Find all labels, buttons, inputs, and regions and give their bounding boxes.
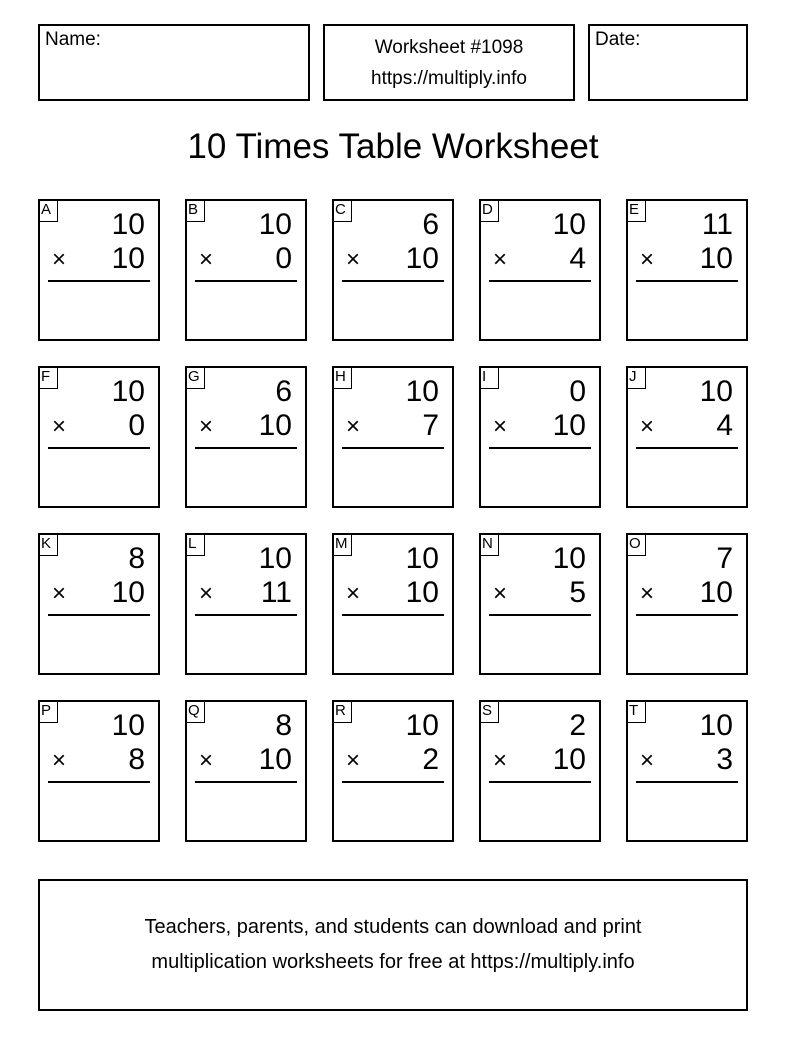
answer-line	[342, 614, 444, 616]
multiplier: 10	[699, 576, 733, 609]
multiplicand: 10	[699, 375, 733, 408]
problem-letter: R	[333, 701, 352, 723]
multiplicand: 8	[128, 542, 145, 575]
multiplier: 5	[569, 576, 586, 609]
answer-line	[342, 280, 444, 282]
problem-card-h[interactable]	[332, 366, 454, 508]
problem-card-a[interactable]	[38, 199, 160, 341]
problem-letter: T	[627, 701, 646, 723]
problem-letter: E	[627, 200, 646, 222]
answer-line	[489, 447, 591, 449]
multiplicand: 10	[111, 208, 145, 241]
name-field-box[interactable]	[38, 24, 310, 101]
answer-line	[342, 781, 444, 783]
multiply-sign: ×	[640, 413, 655, 440]
multiplicand: 7	[716, 542, 733, 575]
multiplier: 8	[128, 743, 145, 776]
answer-line	[636, 781, 738, 783]
multiplier: 7	[422, 409, 439, 442]
answer-line	[342, 447, 444, 449]
multiply-sign: ×	[493, 580, 508, 607]
problem-card-i[interactable]	[479, 366, 601, 508]
answer-line	[48, 280, 150, 282]
multiplier: 11	[260, 576, 292, 609]
answer-line	[636, 614, 738, 616]
multiply-sign: ×	[199, 246, 214, 273]
multiplicand: 6	[422, 208, 439, 241]
answer-line	[489, 280, 591, 282]
answer-line	[48, 447, 150, 449]
multiplicand: 10	[111, 375, 145, 408]
multiplier: 2	[422, 743, 439, 776]
multiplier: 3	[716, 743, 733, 776]
multiply-sign: ×	[199, 413, 214, 440]
problem-card-f[interactable]	[38, 366, 160, 508]
problem-letter: Q	[186, 701, 205, 723]
answer-line	[195, 447, 297, 449]
multiplicand: 6	[275, 375, 292, 408]
date-label: Date:	[595, 29, 641, 50]
multiplicand: 10	[258, 208, 292, 241]
answer-line	[489, 781, 591, 783]
problem-card-t[interactable]	[626, 700, 748, 842]
problem-letter: L	[186, 534, 205, 556]
page-title: 10 Times Table Worksheet	[187, 127, 599, 166]
problem-letter: S	[480, 701, 499, 723]
answer-line	[636, 280, 738, 282]
problem-card-c[interactable]	[332, 199, 454, 341]
multiplicand: 11	[701, 208, 733, 241]
multiplier: 4	[716, 409, 733, 442]
multiply-sign: ×	[493, 246, 508, 273]
multiplier: 4	[569, 242, 586, 275]
problem-letter: K	[39, 534, 58, 556]
problem-letter: J	[627, 367, 646, 389]
multiply-sign: ×	[52, 413, 67, 440]
multiplicand: 8	[275, 709, 292, 742]
answer-line	[48, 781, 150, 783]
problem-letter: I	[480, 367, 499, 389]
problem-card-q[interactable]	[185, 700, 307, 842]
multiplicand: 0	[569, 375, 586, 408]
multiplier: 0	[275, 242, 292, 275]
problem-card-r[interactable]	[332, 700, 454, 842]
worksheet-info-box	[323, 24, 575, 101]
answer-line	[636, 447, 738, 449]
problem-letter: B	[186, 200, 205, 222]
problem-card-j[interactable]	[626, 366, 748, 508]
problem-card-b[interactable]	[185, 199, 307, 341]
multiply-sign: ×	[346, 747, 361, 774]
problem-grid	[38, 199, 748, 842]
multiplicand: 2	[569, 709, 586, 742]
answer-line	[195, 781, 297, 783]
problem-card-n[interactable]	[479, 533, 601, 675]
problem-letter: A	[39, 200, 58, 222]
problem-letter: O	[627, 534, 646, 556]
multiplicand: 10	[552, 542, 586, 575]
problem-card-o[interactable]	[626, 533, 748, 675]
multiplier: 10	[405, 576, 439, 609]
website-url: https://multiply.info	[371, 67, 527, 89]
multiply-sign: ×	[346, 413, 361, 440]
multiply-sign: ×	[640, 580, 655, 607]
answer-line	[195, 280, 297, 282]
multiplicand: 10	[552, 208, 586, 241]
problem-letter: N	[480, 534, 499, 556]
problem-letter: G	[186, 367, 205, 389]
name-label: Name:	[45, 29, 101, 50]
multiply-sign: ×	[493, 413, 508, 440]
footer-note	[38, 879, 748, 1011]
problem-card-d[interactable]	[479, 199, 601, 341]
problem-letter: D	[480, 200, 499, 222]
multiplicand: 10	[405, 542, 439, 575]
footer-line-2: multiplication worksheets for free at https://multiply.info	[151, 951, 635, 973]
answer-line	[48, 614, 150, 616]
multiplicand: 10	[699, 709, 733, 742]
multiply-sign: ×	[493, 747, 508, 774]
multiplier: 10	[258, 743, 292, 776]
footer-line-1: Teachers, parents, and students can download and print	[144, 916, 642, 938]
problem-card-g[interactable]	[185, 366, 307, 508]
problem-letter: P	[39, 701, 58, 723]
multiply-sign: ×	[52, 246, 67, 273]
problem-card-p[interactable]	[38, 700, 160, 842]
multiplier: 10	[405, 242, 439, 275]
multiplier: 10	[699, 242, 733, 275]
problem-letter: M	[333, 534, 352, 556]
date-field-box[interactable]	[588, 24, 748, 101]
answer-line	[489, 614, 591, 616]
multiplicand: 10	[405, 375, 439, 408]
problem-card-k[interactable]	[38, 533, 160, 675]
problem-card-e[interactable]	[626, 199, 748, 341]
multiplicand: 10	[405, 709, 439, 742]
multiplier: 0	[128, 409, 145, 442]
problem-card-m[interactable]	[332, 533, 454, 675]
problem-card-s[interactable]	[479, 700, 601, 842]
problem-card-l[interactable]	[185, 533, 307, 675]
multiplier: 10	[111, 576, 145, 609]
answer-line	[195, 614, 297, 616]
multiplicand: 10	[111, 709, 145, 742]
worksheet-number: Worksheet #1098	[374, 36, 524, 58]
multiplicand: 10	[258, 542, 292, 575]
multiply-sign: ×	[640, 747, 655, 774]
multiplier: 10	[552, 409, 586, 442]
problem-letter: F	[39, 367, 58, 389]
problem-letter: C	[333, 200, 352, 222]
multiplier: 10	[111, 242, 145, 275]
multiply-sign: ×	[52, 580, 67, 607]
multiply-sign: ×	[346, 580, 361, 607]
multiply-sign: ×	[199, 580, 214, 607]
problem-letter: H	[333, 367, 352, 389]
multiply-sign: ×	[640, 246, 655, 273]
multiply-sign: ×	[199, 747, 214, 774]
multiply-sign: ×	[346, 246, 361, 273]
multiplier: 10	[258, 409, 292, 442]
multiply-sign: ×	[52, 747, 67, 774]
multiplier: 10	[552, 743, 586, 776]
